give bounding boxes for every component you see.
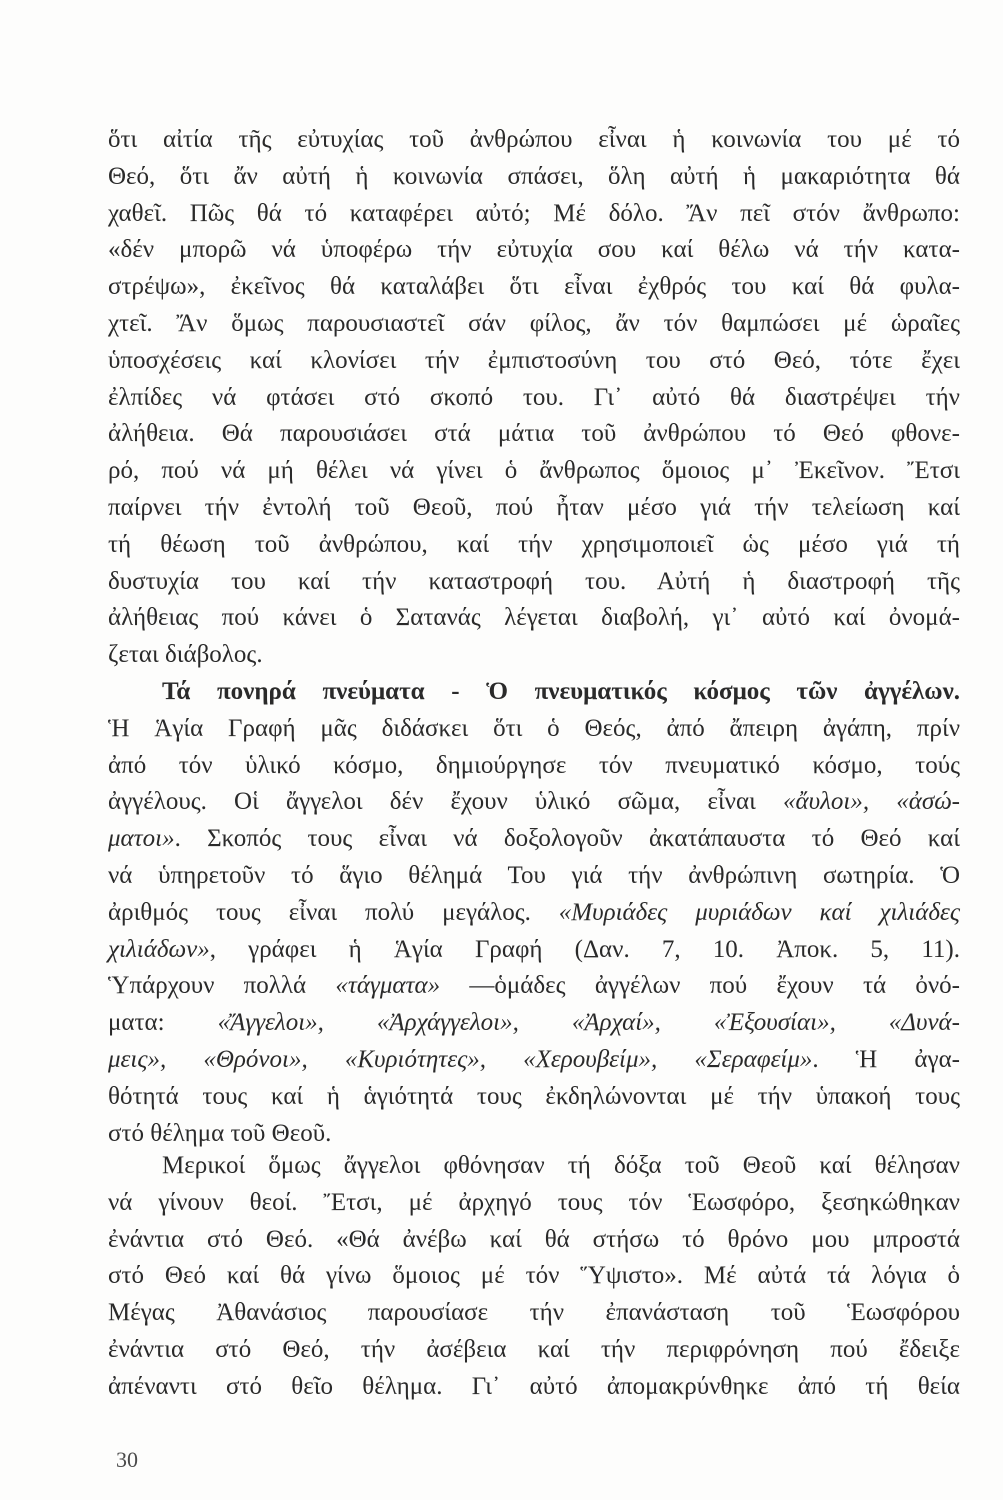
text-line: στρέψω», ἐκεῖνος θά καταλάβει ὅτι εἶναι ἐχθρός του καί θά φυλα- (108, 273, 960, 301)
text-line: δυστυχία του καί τήν καταστροφή του. Αὐτή ἡ διαστροφή τῆς (108, 567, 960, 595)
text-line: «δέν μπορῶ νά ὑποφέρω τήν εὐτυχία σου καί θέλω νά τήν κατα- (108, 236, 960, 264)
text-line (108, 932, 960, 969)
text-line: παίρνει τήν ἐντολή τοῦ Θεοῦ, πού ἦταν μέσο γιά τήν τελείωση καί (108, 493, 960, 521)
text-line: Θεό, ὅτι ἄν αὐτή ἡ κοινωνία σπάσει, ὅλη αὐτή ἡ μακαριότητα θά (108, 162, 960, 190)
italic-run: «τάγματα» (335, 972, 441, 1000)
text-line: νά ὑπηρετοῦν τό ἅγιο θέλημά Του γιά τήν ἀνθρώπινη σωτηρία. Ὁ (108, 861, 960, 889)
text-run: . Ἡ ἀγα- (812, 1045, 960, 1073)
text-line: ἐνάντια στό Θεό, τήν ἀσέβεια καί τήν περιφρόνηση πού ἔδειξε (108, 1335, 960, 1363)
text-line: ἐλπίδες νά φτάσει στό σκοπό του. Γι᾽ αὐτό θά διαστρέψει τήν (108, 383, 960, 411)
text-line (108, 821, 960, 858)
text-line: ζεται διάβολος. (108, 641, 263, 669)
text-line: νά γίνουν θεοί. Ἔτσι, μέ ἀρχηγό τους τόν Ἑωσφόρο, ξεσηκώθηκαν (108, 1188, 960, 1216)
text-line: Ἡ Ἁγία Γραφή μᾶς διδάσκει ὅτι ὁ Θεός, ἀπό ἄπειρη ἀγάπη, πρίν (108, 714, 960, 742)
text-run: . Σκοπός τους εἶναι νά δοξολογοῦν ἀκατάπαυστα τό Θεό καί (174, 825, 960, 853)
text-line: στό Θεό καί θά γίνω ὅμοιος μέ τόν Ὕψιστο». Μέ αὐτά τά λόγια ὁ (108, 1262, 960, 1290)
text-line: χτεῖ. Ἄν ὅμως παρουσιαστεῖ σάν φίλος, ἄν τόν θαμπώσει μέ ὡραῖες (108, 309, 960, 337)
text-line: ἀπέναντι στό θεῖο θέλημα. Γι᾽ αὐτό ἀπομακρύνθηκε ἀπό τή θεία (108, 1372, 960, 1400)
text-run: ἀριθμός τους εἶναι πολύ μεγάλος. (108, 898, 559, 926)
text-run: —ὁμάδες ἀγγέλων πού ἔχουν τά ὀνό- (440, 972, 960, 1000)
section-heading: Τά πονηρά πνεύματα - Ὁ πνευματικός κόσμος τῶν ἀγγέλων. (162, 678, 960, 705)
text-run: Ὑπάρχουν πολλά (108, 972, 336, 1000)
page-number: 30 (116, 1447, 138, 1472)
text-run: ματα: (108, 1009, 218, 1037)
text-line: ἀλήθεια. Θά παρουσιάσει στά μάτια τοῦ ἀνθρώπου τό Θεό φθονε- (108, 420, 960, 448)
text-line (108, 1042, 960, 1079)
paragraph-1 (108, 122, 960, 674)
text-line: Μέγας Ἀθανάσιος παρουσίασε τήν ἐπανάσταση τοῦ Ἑωσφόρου (108, 1299, 960, 1327)
text-line (108, 895, 960, 932)
text-line: χαθεῖ. Πῶς θά τό καταφέρει αὐτό; Μέ δόλο. Ἄν πεῖ στόν ἄνθρωπο: (108, 199, 960, 227)
text-line: ἀλήθειας πού κάνει ὁ Σατανάς λέγεται διαβολή, γι᾽ αὐτό καί ὀνομά- (108, 604, 960, 632)
section-angels (108, 674, 960, 1152)
text-line: Μερικοί ὅμως ἄγγελοι φθόνησαν τή δόξα τοῦ Θεοῦ καί θέλησαν (162, 1152, 960, 1179)
italic-run: «Ἄγγελοι», «Ἀρχάγγελοι», «Ἀρχαί», «Ἐξουσίαι», «Δυνά- (217, 1009, 960, 1037)
text-line: ὑποσχέσεις καί κλονίσει τήν ἐμπιστοσύνη του στό Θεό, τότε ἔχει (108, 346, 960, 374)
text-line: ὅτι αἰτία τῆς εὐτυχίας τοῦ ἀνθρώπου εἶναι ἡ κοινωνία του μέ τό (108, 126, 960, 153)
text-line: τή θέωση τοῦ ἀνθρώπου, καί τήν χρησιμοποιεῖ ὡς μέσο γιά τή (108, 530, 960, 558)
italic-run: μεις», «Θρόνοι», «Κυριότητες», «Χερουβείμ», «Σεραφείμ» (108, 1045, 813, 1073)
text-line: ρό, πού νά μή θέλει νά γίνει ὁ ἄνθρωπος ὅμοιος μ᾽ Ἐκεῖνον. Ἔτσι (108, 457, 960, 485)
paragraph-3 (108, 1148, 960, 1406)
text-run: ἀγγέλους. Οἱ ἄγγελοι δέν ἔχουν ὑλικό σῶμα, εἶναι (108, 788, 783, 816)
italic-run: ματοι» (108, 825, 175, 853)
italic-run: «Μυριάδες μυριάδων καί χιλιάδες (558, 898, 960, 926)
text-line: θότητά τους καί ἡ ἁγιότητά τους ἐκδηλώνονται μέ τήν ὑπακοή τους (108, 1082, 960, 1110)
text-line: ἀπό τόν ὑλικό κόσμο, δημιούργησε τόν πνευματικό κόσμο, τούς (108, 751, 960, 779)
text-run: , γράφει ἡ Ἁγία Γραφή (Δαν. 7, 10. Ἀποκ. 5, 11). (209, 935, 960, 963)
text-line: στό θέλημα τοῦ Θεοῦ. (108, 1119, 332, 1147)
text-line (108, 1005, 960, 1042)
italic-run: χιλιάδων» (108, 935, 210, 963)
text-line: ἐνάντια στό Θεό. «Θά ἀνέβω καί θά στήσω τό θρόνο μου μπροστά (108, 1225, 960, 1253)
text-line (108, 784, 960, 821)
text-line (108, 968, 960, 1005)
italic-run: «ἄυλοι», «ἀσώ- (782, 788, 961, 816)
